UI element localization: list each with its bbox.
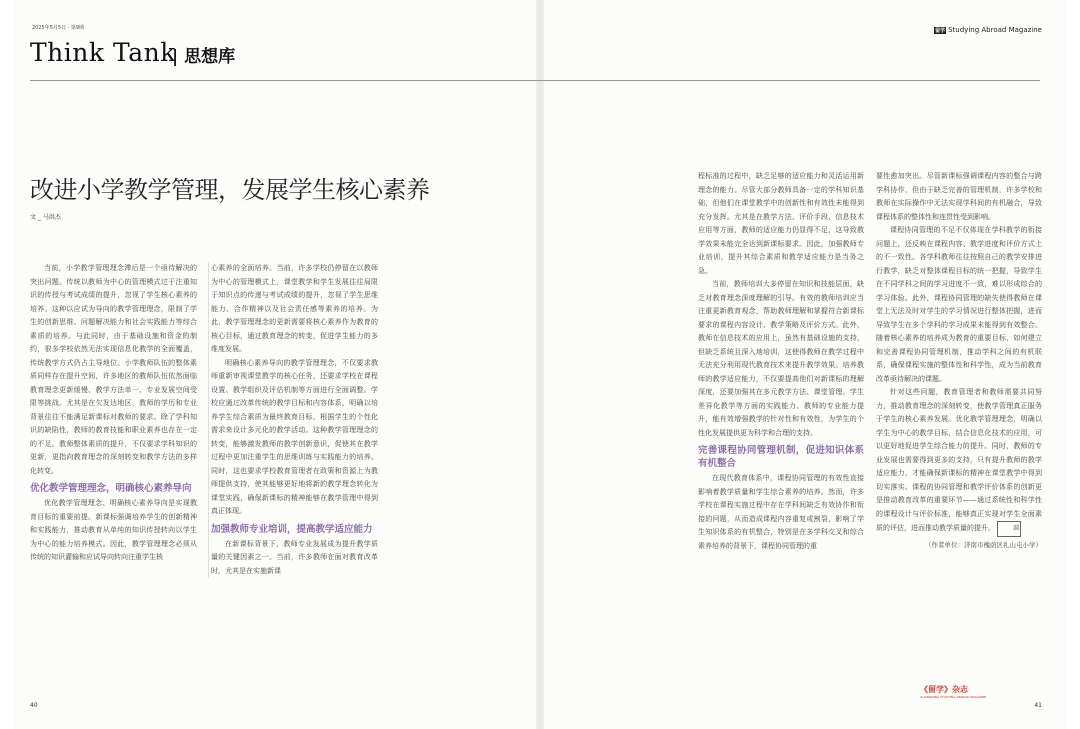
author-note: （作者单位：济南市槐荫区礼山屯小学） — [925, 540, 1042, 549]
paragraph: 明确核心素养导向的教学管理理念，不仅要求教师重新审视课堂教学的核心任务，还要求学校在课程设置、教学组织及评估机制等方面进行全面调整。学校应通过改革传统的教学目标和内容体系，明确以培养学生综合素质为最终教育目标，根据学生的个性化需求来设计多元化的教学活动。这种教学管理理念的转变，能够激发教师的教学创新意识，促使其在教学过程中更加注重学生的思维训练与实践能力的培养。同时，这也要求学校教育管理者在政策和资源上为教师提供支持，使其能够更好地将新的教学理念转化为课堂实践，确保新课标的精神能够在教学管理中得到真正体现。 — [211, 358, 378, 515]
paragraph: 课程协同管理的不足不仅体现在学科教学的衔接问题上，还反映在课程内容、教学进度和评价方式上的不一致性。各学科教师往往按照自己的教学安排进行教学，缺乏对整体课程目标的统一把握，导致学生在不同学科之间的学习进度不一致，难以形成综合的学习体验。此外，课程协同管理的缺失使得教师在课堂上无法及时对学生的学习情况进行整体把握，进而导致学生在多个学科的学习成果未能得到有效整合。随着核心素养的培养成为教育的重要目标，如何建立和完善课程协同管理机制，推动学科之间的有机联系，确保课程实施的整体性和科学性，成为当前教育改革亟待解决的课题。 — [876, 226, 1042, 383]
article-byline: 文 _ 马洪杰 — [30, 214, 61, 221]
paragraph: 优化教学管理理念、明确核心素养导向是实现教育目标的重要前提。新课标强调培养学生的创新精神和实践能力，推动教育从单纯的知识传授转向以学生为中心的能力培养模式。因此，教学管理理念必须从传统的知识灌输和应试导向转向注重学生核 — [30, 499, 197, 561]
magazine-footer-logo — [920, 684, 986, 699]
section-heading: 完善课程协同管理机制，促进知识体系有机整合 — [698, 445, 864, 469]
section-title: Think Tank — [30, 38, 176, 67]
header-divider — [30, 80, 1040, 81]
magazine-name: 《留学》杂志 — [920, 685, 968, 694]
page-number-left: 40 — [30, 702, 38, 709]
brand-text: Studying Abroad Magazine — [948, 26, 1042, 34]
paragraph: 当前，小学教学管理理念滞后是一个亟待解决的突出问题。传统以教师为中心的管理模式过于注重知识的传授与考试成绩的提升，忽视了学生核心素养的培养。这种以应试为导向的教学管理理念，限制了学生的创新思维、问题解决能力和社会实践能力等综合素质的培养。与此同时，由于基础设施和资金的制约，很多学校依然无法实现信息化教学的全面覆盖，传统教学方式仍占主导地位。小学教师队伍的整体素质同样存在提升空间，许多地区的教师队伍依然面临教育理念更新缓慢、教学方法单一、专业发展空间受限等挑战。尤其是在欠发达地区，教师的学历和专业背景往往不能满足新课标对教师的要求。除了学科知识的缺陷性，教师的教育技能和职业素养也存在一定的不足。教师整体素质的提升，不仅要求学科知识的更新，更指向教育理念的深刻转变和教学方法的多样化转变。 — [30, 264, 197, 475]
text-column-1 — [30, 262, 197, 565]
section-heading: 优化教学管理理念，明确核心素养导向 — [30, 483, 192, 494]
text-column-2 — [208, 262, 378, 578]
paragraph: 程标准的过程中，缺乏足够的适应能力和灵活运用新理念的能力。尽管大部分教师具备一定的学科知识基础，但他们在课堂教学中的创新性和有效性未能得到充分发挥。尤其是在教学方法、评价手段、信息技术应用等方面，教师的适应能力仍显得不足，这导致教学效果未能完全达到新课标要求。因此，加强教师专业培训，提升其综合素质和教学适应能力是当务之急。 — [698, 172, 864, 275]
section-subtitle: | 思想库 — [172, 47, 236, 67]
paragraph: 要性愈加突出。尽管新课标强调课程内容的整合与跨学科协作，但由于缺乏完善的管理机制，许多学校和教师在实际操作中无法实现学科间的有机融合，导致课程体系的整体性和连贯性受到影响。 — [876, 172, 1042, 221]
page-gutter — [536, 0, 544, 729]
text-column-3 — [698, 170, 864, 553]
paragraph: 在现代教育体系中，课程协同管理的有效性直接影响着教学质量和学生综合素养的培养。然而，许多学校在课程实施过程中存在学科间缺乏有效协作和衔接的问题，从而造成课程内容重复或割裂，影响了学生知识体系的有机整合，特别是在多学科交叉和综合素养培养的背景下，课程协同管理的重 — [698, 474, 864, 550]
end-mark-icon: 圆 — [997, 521, 1021, 537]
issue-date: 2025年5月5日 · 第9期 — [32, 25, 85, 31]
brand-logo-icon: 留学 — [935, 27, 946, 34]
article-title: 改进小学教学管理，发展学生核心素养 — [30, 176, 430, 204]
paragraph: 当前，教师培训大多停留在知识和技能层面，缺乏对教育理念深度理解的引导。有效的教师培训应当注重更新教育观念，帮助教师理解和掌握符合新课标要求的课程内容设计、教学策略及评价方式。此外，教师在信息技术的应用上，虽然有基础设施的支持，但缺乏系统且深入地培训，这使得教师在教学过程中无法充分利用现代教育技术来提升教学效果。培养教师的教学适应能力，不仅要提高他们对新课标的理解深度，还要加强其在多元教学方法、课堂管理、学生差异化教学等方面的实践能力。教师的专业能力提升，能有效增强教学的针对性和有效性，为学生的个性化发展提供更为科学和合理的支持。 — [698, 280, 864, 437]
paragraph — [876, 386, 1042, 537]
paragraph: 在新课标背景下，教师专业发展成为提升教学质量的关键因素之一。当前，许多教师在面对教育改革时，尤其是在实施新课 — [211, 539, 378, 575]
magazine-brand — [934, 26, 1042, 34]
section-heading: 加强教师专业培训，提高教学适应能力 — [211, 523, 373, 535]
text-column-4 — [876, 170, 1042, 552]
paragraph-text: 针对这些问题，教育管理者和教师需要共同努力，推动教育理念的深刻转变，使教学管理真正服务于学生的核心素养发展。优化教学管理理念，明确以学生为中心的教学目标，结合信息化技术的应用，可以更好地促进学生综合能力的提升。同时，教师的专业发展也需要得到更多的支持，只有提升教师的教学适应能力，才能确保新课标的精神在课堂教学中得到切实落实。课程的协同管理和教学评价体系的创新更是推动教育改革的重要环节——通过系统性和科学性的课程设计与评价标准，能够真正实现对学生全面素质的评估，进而推动教学质量的提升。 — [876, 388, 1042, 532]
page-number-right: 41 — [1034, 702, 1042, 709]
paragraph: 心素养的全面培养。当前，许多学校仍停留在以教师为中心的管理模式上，课堂教学和学生发展往往局限于知识点的传递与考试成绩的提升，忽视了学生思维能力、合作精神以及社会责任感等素养的培养。为此，教学管理理念的更新需要将核心素养作为教育的核心目标，通过教育理念的转变，促进学生能力的多维度发展。 — [211, 264, 378, 353]
magazine-subtitle: GUANGMING STUDYING ABROAD MAGAZINE — [920, 695, 987, 699]
